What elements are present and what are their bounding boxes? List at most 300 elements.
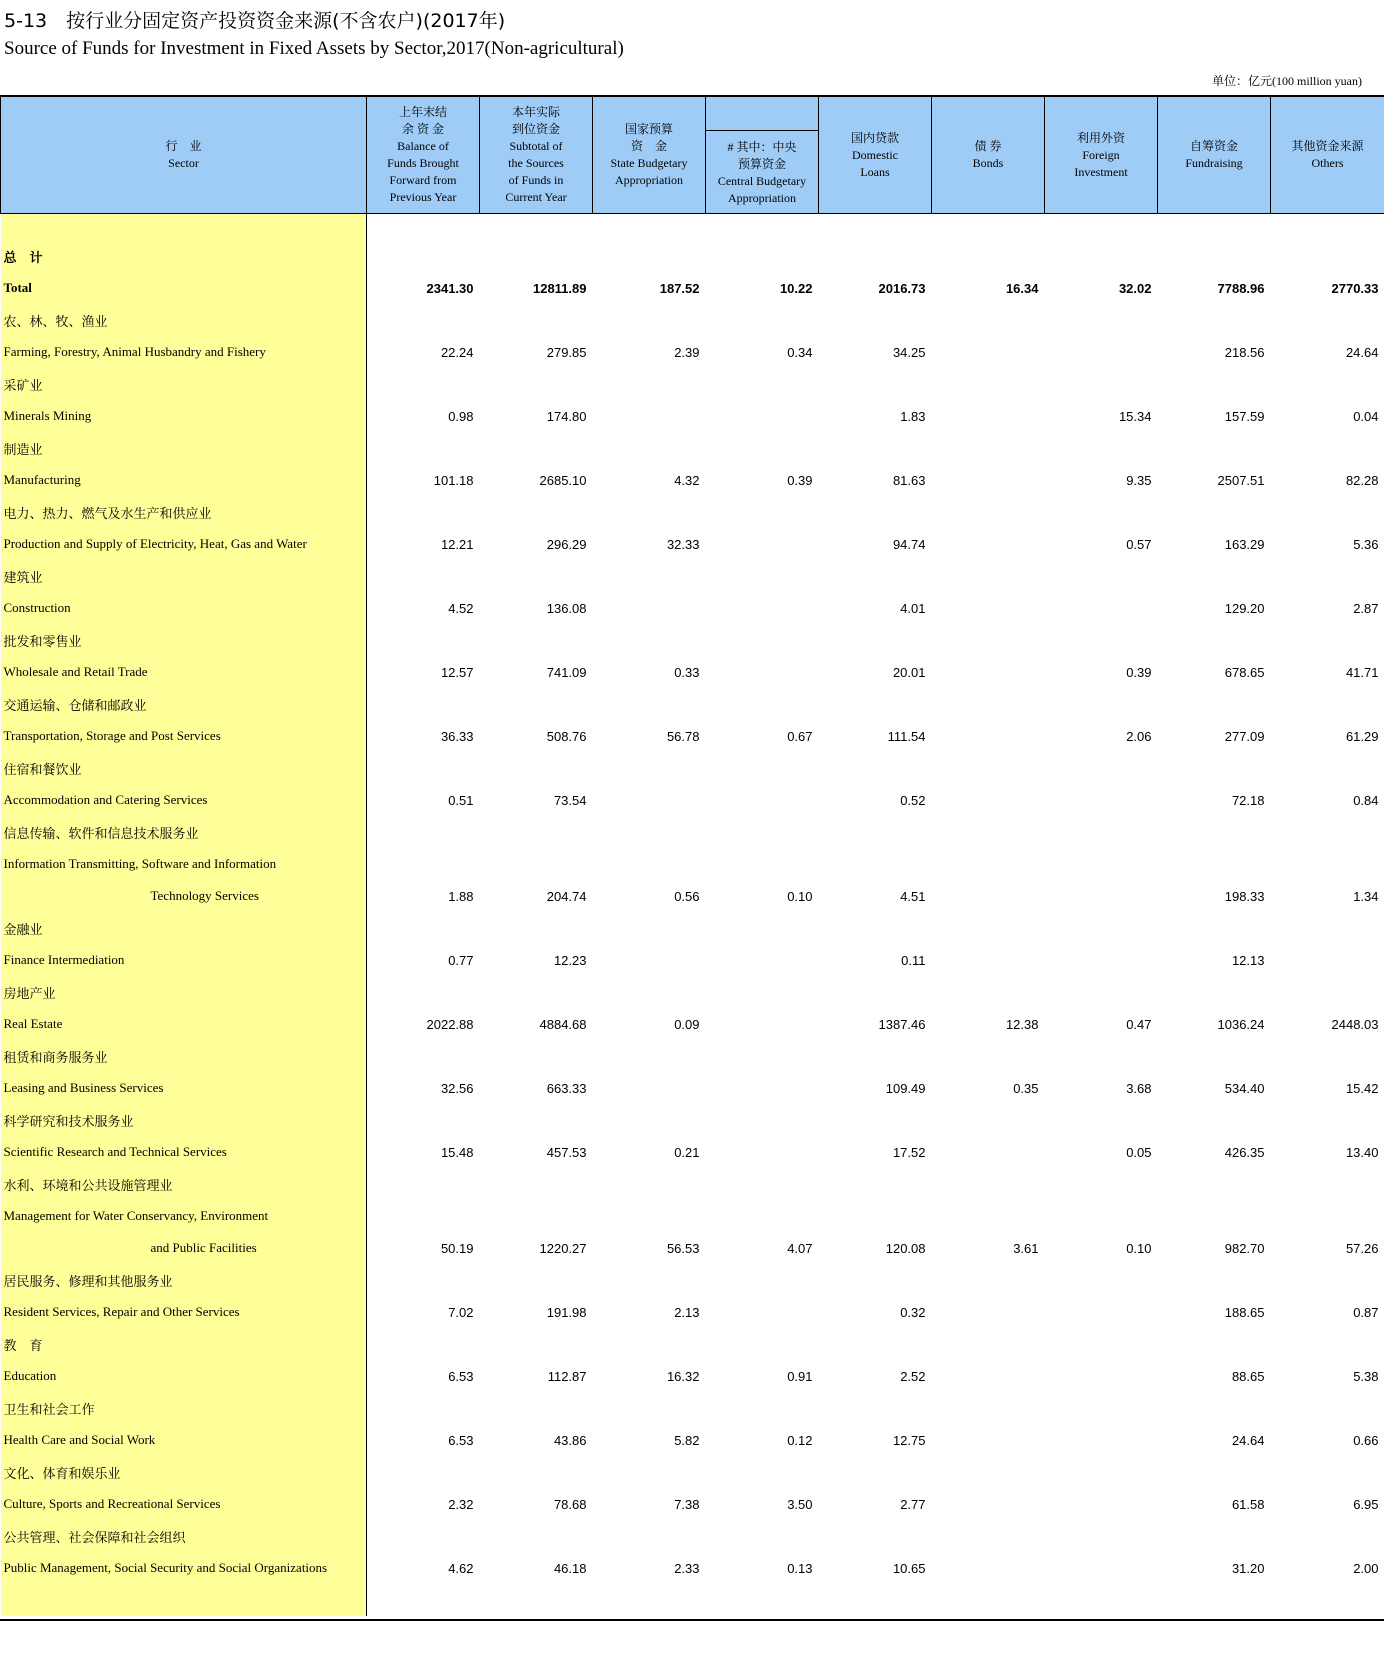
- sector-label: Total: [1, 272, 367, 304]
- value-cell: [706, 528, 819, 560]
- sector-label: Health Care and Social Work: [1, 1424, 367, 1456]
- value-cell: [1045, 848, 1158, 880]
- value-cell: 174.80: [546, 408, 587, 424]
- value-cell: [706, 1392, 819, 1424]
- value-cell: 663.33: [546, 1080, 587, 1096]
- value-cell: 12.23: [553, 952, 587, 968]
- value-cell: [706, 560, 819, 592]
- data-row: [1, 1424, 1384, 1456]
- value-cell: [593, 848, 706, 880]
- value-cell: [367, 1040, 480, 1072]
- value-cell: [480, 848, 593, 880]
- value-cell: [367, 1456, 480, 1488]
- value-cell: [932, 560, 1045, 592]
- value-cell: [706, 1264, 819, 1296]
- value-cell: 0.67: [787, 728, 813, 744]
- sector-label: 居民服务、修理和其他服务业: [1, 1264, 367, 1296]
- value-cell: 61.29: [1345, 728, 1379, 744]
- value-cell: 6.53: [448, 1432, 474, 1448]
- value-cell: [1158, 976, 1271, 1008]
- value-cell: [593, 752, 706, 784]
- spacer-row: [1, 214, 1384, 241]
- value-cell: 4.51: [900, 888, 926, 904]
- value-cell: [367, 912, 480, 944]
- value-cell: [593, 912, 706, 944]
- value-cell: [932, 304, 1045, 336]
- value-cell: [367, 1168, 480, 1200]
- value-cell: 4.32: [674, 472, 700, 488]
- value-cell: [932, 1136, 1045, 1168]
- header-balance-brought-forward: 上年末结 余 资 金 Balance of Funds Brought Forward from Previous Year: [367, 97, 480, 214]
- value-cell: [706, 1456, 819, 1488]
- value-cell: [1158, 1104, 1271, 1136]
- value-cell: [1045, 624, 1158, 656]
- value-cell: [593, 304, 706, 336]
- value-cell: 32.33: [666, 536, 700, 552]
- value-cell: [1045, 816, 1158, 848]
- sector-name-cn-row: [1, 1328, 1384, 1360]
- value-cell: [706, 1040, 819, 1072]
- value-cell: [932, 1328, 1045, 1360]
- value-cell: [932, 400, 1045, 432]
- value-cell: 43.86: [553, 1432, 587, 1448]
- value-cell: 0.77: [448, 952, 474, 968]
- value-cell: [1271, 432, 1384, 464]
- value-cell: [480, 816, 593, 848]
- sector-name-cn-row: [1, 304, 1384, 336]
- value-cell: [1045, 560, 1158, 592]
- value-cell: 2770.33: [1331, 280, 1379, 296]
- header-fundraising: 自筹资金 Fundraising: [1158, 97, 1271, 214]
- value-cell: [1045, 912, 1158, 944]
- value-cell: [367, 624, 480, 656]
- value-cell: [1158, 624, 1271, 656]
- value-cell: [1045, 976, 1158, 1008]
- value-cell: 82.28: [1345, 472, 1379, 488]
- value-cell: [1045, 1264, 1158, 1296]
- value-cell: 0.11: [901, 952, 926, 968]
- value-cell: [819, 848, 932, 880]
- value-cell: [480, 432, 593, 464]
- value-cell: 982.70: [1224, 1240, 1265, 1256]
- value-cell: [1045, 1296, 1158, 1328]
- value-cell: [819, 560, 932, 592]
- value-cell: 1220.27: [539, 1240, 587, 1256]
- value-cell: [480, 688, 593, 720]
- value-cell: 15.48: [440, 1144, 474, 1160]
- value-cell: [932, 336, 1045, 368]
- value-cell: 2.00: [1353, 1560, 1379, 1576]
- value-cell: 15.42: [1345, 1080, 1379, 1096]
- value-cell: [480, 912, 593, 944]
- value-cell: [1158, 1456, 1271, 1488]
- value-cell: [480, 496, 593, 528]
- value-cell: 534.40: [1224, 1080, 1265, 1096]
- value-cell: [706, 1008, 819, 1040]
- value-cell: 426.35: [1224, 1144, 1265, 1160]
- value-cell: [706, 1200, 819, 1232]
- sector-label: 批发和零售业: [1, 624, 367, 656]
- value-cell: 2685.10: [539, 472, 587, 488]
- sector-label: 交通运输、仓储和邮政业: [1, 688, 367, 720]
- value-cell: [932, 912, 1045, 944]
- value-cell: 129.20: [1224, 600, 1265, 616]
- value-cell: 0.32: [900, 1304, 926, 1320]
- sector-label: 房地产业: [1, 976, 367, 1008]
- value-cell: 32.56: [440, 1080, 474, 1096]
- data-row: [1, 592, 1384, 624]
- value-cell: 16.34: [1005, 280, 1039, 296]
- sector-label: 住宿和餐饮业: [1, 752, 367, 784]
- data-table: [0, 96, 1384, 1616]
- value-cell: 0.39: [1126, 664, 1152, 680]
- value-cell: [1271, 976, 1384, 1008]
- value-cell: [367, 368, 480, 400]
- value-cell: 1036.24: [1217, 1016, 1265, 1032]
- value-cell: 678.65: [1224, 664, 1265, 680]
- value-cell: [367, 816, 480, 848]
- value-cell: [367, 1328, 480, 1360]
- value-cell: [593, 1200, 706, 1232]
- sector-name-cn-row: [1, 1392, 1384, 1424]
- sector-label: Leasing and Business Services: [1, 1072, 367, 1104]
- value-cell: [1158, 304, 1271, 336]
- value-cell: [593, 496, 706, 528]
- value-cell: [1271, 944, 1384, 976]
- value-cell: [932, 1456, 1045, 1488]
- data-row: [1, 1360, 1384, 1392]
- sector-label: Production and Supply of Electricity, Heat, Gas and Water: [1, 528, 367, 560]
- value-cell: 120.08: [885, 1240, 926, 1256]
- filler-row: [1, 1584, 1384, 1616]
- value-cell: 0.66: [1353, 1432, 1379, 1448]
- sector-name-cn-row: [1, 1168, 1384, 1200]
- value-cell: [819, 304, 932, 336]
- value-cell: [1158, 816, 1271, 848]
- data-row: [1, 1232, 1384, 1264]
- value-cell: [932, 656, 1045, 688]
- value-cell: 277.09: [1224, 728, 1265, 744]
- value-cell: [367, 1392, 480, 1424]
- data-row: [1, 400, 1384, 432]
- value-cell: 5.38: [1353, 1368, 1379, 1384]
- value-cell: 457.53: [546, 1144, 587, 1160]
- value-cell: 24.64: [1231, 1432, 1265, 1448]
- sector-label: Technology Services: [1, 880, 367, 912]
- value-cell: [480, 1520, 593, 1552]
- value-cell: [819, 976, 932, 1008]
- value-cell: [706, 944, 819, 976]
- value-cell: [932, 1360, 1045, 1392]
- value-cell: 12.38: [1005, 1016, 1039, 1032]
- value-cell: [1045, 784, 1158, 816]
- unit-label: 单位：亿元(100 million yuan): [1212, 74, 1362, 88]
- value-cell: [593, 784, 706, 816]
- value-cell: [593, 400, 706, 432]
- value-cell: [593, 944, 706, 976]
- value-cell: 2.33: [674, 1560, 700, 1576]
- value-cell: [1045, 1488, 1158, 1520]
- sector-name-cn-row: [1, 816, 1384, 848]
- sector-name-cn-row: [1, 1456, 1384, 1488]
- value-cell: 15.34: [1118, 408, 1152, 424]
- value-cell: [706, 784, 819, 816]
- sector-label: 总 计: [1, 240, 367, 272]
- header-state-budgetary: 国家预算 资 金 State Budgetary Appropriation: [593, 97, 706, 214]
- value-cell: 7.38: [674, 1496, 700, 1512]
- value-cell: [932, 1296, 1045, 1328]
- value-cell: [819, 1040, 932, 1072]
- header-bonds: 债 券 Bonds: [932, 97, 1045, 214]
- value-cell: [819, 816, 932, 848]
- value-cell: 0.34: [787, 344, 813, 360]
- value-cell: 12.13: [1231, 952, 1265, 968]
- data-row: [1, 528, 1384, 560]
- value-cell: [1271, 1264, 1384, 1296]
- value-cell: [1271, 848, 1384, 880]
- value-cell: 508.76: [546, 728, 587, 744]
- sector-label: 金融业: [1, 912, 367, 944]
- sector-label: Public Management, Social Security and Social Organizations: [1, 1552, 367, 1584]
- sector-label: Construction: [1, 592, 367, 624]
- value-cell: [706, 1328, 819, 1360]
- value-cell: [1158, 432, 1271, 464]
- value-cell: 56.78: [666, 728, 700, 744]
- sector-name-cn-row: [1, 624, 1384, 656]
- value-cell: 0.51: [448, 792, 474, 808]
- value-cell: 191.98: [546, 1304, 587, 1320]
- value-cell: [819, 1104, 932, 1136]
- value-cell: 61.58: [1231, 1496, 1265, 1512]
- sector-label: Real Estate: [1, 1008, 367, 1040]
- value-cell: [1271, 624, 1384, 656]
- value-cell: [593, 560, 706, 592]
- value-cell: [367, 432, 480, 464]
- value-cell: [932, 944, 1045, 976]
- value-cell: [480, 752, 593, 784]
- value-cell: 0.10: [787, 888, 813, 904]
- value-cell: [1045, 944, 1158, 976]
- value-cell: 12.57: [440, 664, 474, 680]
- sector-label: 文化、体育和娱乐业: [1, 1456, 367, 1488]
- value-cell: [932, 496, 1045, 528]
- value-cell: [706, 1104, 819, 1136]
- value-cell: [593, 976, 706, 1008]
- value-cell: [706, 656, 819, 688]
- header-central-budgetary: # 其中：中央 预算资金 Central Budgetary Appropriation: [706, 97, 819, 214]
- value-cell: [367, 240, 480, 272]
- value-cell: [480, 1328, 593, 1360]
- value-cell: 4884.68: [539, 1016, 587, 1032]
- value-cell: 0.12: [787, 1432, 813, 1448]
- value-cell: [1045, 240, 1158, 272]
- data-row: [1, 1296, 1384, 1328]
- value-cell: [1045, 336, 1158, 368]
- value-cell: [706, 688, 819, 720]
- sector-label: Culture, Sports and Recreational Services: [1, 1488, 367, 1520]
- value-cell: 6.53: [448, 1368, 474, 1384]
- value-cell: 0.84: [1353, 792, 1379, 808]
- value-cell: [932, 240, 1045, 272]
- value-cell: [819, 1392, 932, 1424]
- value-cell: [480, 1040, 593, 1072]
- value-cell: 279.85: [546, 344, 587, 360]
- value-cell: [819, 1520, 932, 1552]
- value-cell: [1158, 912, 1271, 944]
- value-cell: 3.61: [1013, 1240, 1039, 1256]
- value-cell: [706, 592, 819, 624]
- value-cell: [706, 1072, 819, 1104]
- value-cell: 73.54: [553, 792, 587, 808]
- value-cell: 81.63: [892, 472, 926, 488]
- value-cell: [932, 1200, 1045, 1232]
- data-row: [1, 1136, 1384, 1168]
- value-cell: 12.21: [440, 536, 474, 552]
- value-cell: [1045, 1392, 1158, 1424]
- value-cell: [1158, 1040, 1271, 1072]
- value-cell: [1045, 304, 1158, 336]
- value-cell: [1045, 688, 1158, 720]
- value-cell: [480, 1264, 593, 1296]
- sector-name-cn-row: [1, 688, 1384, 720]
- value-cell: 0.13: [787, 1560, 813, 1576]
- sector-name-cn-row: [1, 912, 1384, 944]
- data-row: [1, 336, 1384, 368]
- sector-label: 制造业: [1, 432, 367, 464]
- value-cell: 0.98: [448, 408, 474, 424]
- value-cell: [819, 688, 932, 720]
- sector-label: 农、林、牧、渔业: [1, 304, 367, 336]
- sector-label: Wholesale and Retail Trade: [1, 656, 367, 688]
- value-cell: [932, 688, 1045, 720]
- sector-name-cn-row: [1, 240, 1384, 272]
- value-cell: 188.65: [1224, 1304, 1265, 1320]
- sector-label: Farming, Forestry, Animal Husbandry and Fishery: [1, 336, 367, 368]
- value-cell: 2341.30: [426, 280, 474, 296]
- value-cell: [1045, 368, 1158, 400]
- value-cell: [1158, 240, 1271, 272]
- value-cell: 5.82: [674, 1432, 700, 1448]
- table-body: [1, 214, 1384, 1617]
- value-cell: 1.88: [448, 888, 474, 904]
- value-cell: [1045, 432, 1158, 464]
- header-domestic-loans: 国内贷款 Domestic Loans: [819, 97, 932, 214]
- value-cell: [819, 1200, 932, 1232]
- sector-name-cn-row: [1, 1040, 1384, 1072]
- value-cell: [480, 1104, 593, 1136]
- value-cell: 4.01: [900, 600, 926, 616]
- sector-label: Management for Water Conservancy, Environment: [1, 1200, 367, 1232]
- value-cell: [932, 592, 1045, 624]
- value-cell: 0.39: [787, 472, 813, 488]
- sector-label: and Public Facilities: [1, 1232, 367, 1264]
- data-row: [1, 272, 1384, 304]
- sector-label: Resident Services, Repair and Other Services: [1, 1296, 367, 1328]
- sector-label: Education: [1, 1360, 367, 1392]
- value-cell: 2022.88: [426, 1016, 474, 1032]
- value-cell: 163.29: [1224, 536, 1265, 552]
- value-cell: 0.35: [1013, 1080, 1039, 1096]
- value-cell: 157.59: [1224, 408, 1265, 424]
- value-cell: 2.32: [448, 1496, 474, 1512]
- value-cell: [706, 496, 819, 528]
- value-cell: 101.18: [433, 472, 474, 488]
- value-cell: [367, 848, 480, 880]
- value-cell: 22.24: [440, 344, 474, 360]
- value-cell: [593, 240, 706, 272]
- value-cell: [706, 240, 819, 272]
- value-cell: [593, 1072, 706, 1104]
- value-cell: 2016.73: [878, 280, 926, 296]
- data-row: [1, 1072, 1384, 1104]
- value-cell: [1045, 1424, 1158, 1456]
- value-cell: 111.54: [887, 728, 926, 744]
- value-cell: 187.52: [659, 280, 700, 296]
- value-cell: [1158, 560, 1271, 592]
- sector-label: 水利、环境和公共设施管理业: [1, 1168, 367, 1200]
- value-cell: 1.34: [1353, 888, 1379, 904]
- value-cell: [1045, 1040, 1158, 1072]
- table-title-chinese: 5-13 按行业分固定资产投资资金来源(不含农户)(2017年): [4, 10, 506, 32]
- value-cell: [367, 976, 480, 1008]
- value-cell: 4.62: [448, 1560, 474, 1576]
- value-cell: 0.04: [1353, 408, 1379, 424]
- header-foreign-investment: 利用外资 Foreign Investment: [1045, 97, 1158, 214]
- value-cell: 204.74: [546, 888, 587, 904]
- value-cell: [819, 432, 932, 464]
- value-cell: 3.50: [787, 1496, 813, 1512]
- value-cell: [480, 1456, 593, 1488]
- value-cell: [819, 752, 932, 784]
- value-cell: [480, 304, 593, 336]
- value-cell: 12811.89: [532, 280, 587, 296]
- value-cell: [1158, 1392, 1271, 1424]
- value-cell: [1045, 496, 1158, 528]
- value-cell: [593, 1168, 706, 1200]
- sector-name-cn-row: [1, 1264, 1384, 1296]
- value-cell: [1045, 1104, 1158, 1136]
- value-cell: 78.68: [553, 1496, 587, 1512]
- value-cell: 34.25: [892, 344, 926, 360]
- value-cell: 24.64: [1345, 344, 1379, 360]
- value-cell: [593, 1040, 706, 1072]
- data-row: [1, 944, 1384, 976]
- value-cell: [480, 240, 593, 272]
- value-cell: [367, 1200, 480, 1232]
- value-cell: 2.87: [1353, 600, 1379, 616]
- value-cell: [480, 1168, 593, 1200]
- value-cell: [819, 1168, 932, 1200]
- sector-label: 信息传输、软件和信息技术服务业: [1, 816, 367, 848]
- value-cell: [932, 976, 1045, 1008]
- value-cell: [706, 400, 819, 432]
- value-cell: 7.02: [448, 1304, 474, 1320]
- header-others: 其他资金来源 Others: [1271, 97, 1384, 214]
- sector-name-cn-row: [1, 976, 1384, 1008]
- value-cell: 9.35: [1126, 472, 1152, 488]
- sector-name-cn-row: [1, 1104, 1384, 1136]
- value-cell: [593, 688, 706, 720]
- value-cell: [819, 912, 932, 944]
- value-cell: [932, 1264, 1045, 1296]
- value-cell: [706, 624, 819, 656]
- data-row: [1, 464, 1384, 496]
- value-cell: 10.22: [779, 280, 813, 296]
- value-cell: [819, 1264, 932, 1296]
- sector-name-en-row: [1, 848, 1384, 880]
- value-cell: 0.33: [674, 664, 700, 680]
- value-cell: [706, 368, 819, 400]
